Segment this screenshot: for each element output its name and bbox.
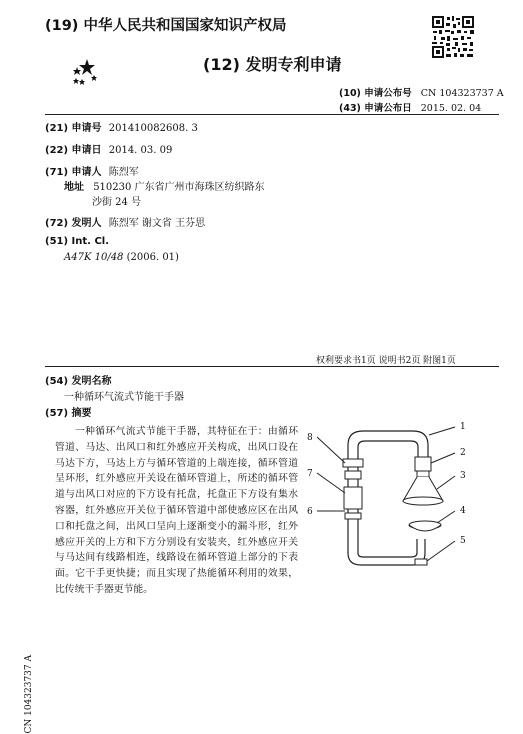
emblem-stars-icon	[72, 57, 100, 87]
address-label: 地址	[64, 182, 84, 193]
publication-date-row	[339, 100, 481, 114]
ipc-version: (2006. 01)	[126, 252, 179, 263]
applicant: 陈烈军	[108, 167, 139, 178]
address-line-1: 510230 广东省广州市海珠区纺织路东	[93, 182, 265, 193]
figure-label-2: 2	[460, 448, 466, 458]
publication-date-label: (43) 申请公布日	[339, 103, 412, 114]
figure-label-8: 8	[307, 433, 313, 443]
figure-label-6: 6	[307, 507, 313, 517]
application-number-label: (21) 申请号	[45, 123, 102, 134]
ipc-label-row	[45, 236, 109, 247]
figure-label-1: 1	[460, 422, 466, 432]
ipc-class: A47K 10/48	[64, 252, 124, 263]
address-line-2: 沙街 24 号	[92, 197, 142, 208]
hand-dryer-figure	[303, 413, 488, 583]
ipc-row	[64, 252, 179, 263]
invention-title: 一种循环气流式节能干手器	[64, 392, 184, 403]
inventors: 陈烈军 谢文省 王芬思	[108, 218, 206, 229]
header-divider	[45, 114, 499, 115]
application-number-row	[45, 119, 198, 134]
document-type-title: (12) 发明专利申请	[203, 55, 342, 74]
ipc-label: (51) Int. Cl.	[45, 236, 110, 247]
publication-date: 2015. 02. 04	[420, 103, 482, 114]
address-row	[64, 178, 265, 193]
inventor-row	[45, 214, 205, 229]
abstract-text: 一种循环气流式节能干手器，其特征在于：由循环管道、马达、出风口和红外感应开关构成，出风口设在马达下方，马达上方与循环管道的上端连接，循环管道呈环形，红外感应开关设在循环管道上，所述的循环管道与出风口对应的下方设有托盘，托盘正下方设有集水容器，红外感应开关位于循环管道中部使感应区在出风口和托盘之间，出风口呈向上逐渐变小的漏斗形，红外感应开关的上方和下方分别设有安装夹，红外感应开关与马达间有线路相连，线路设在循环管道上部分的下表面。它干手更快捷；而且实现了热能循环利用的效果，比传统干手器更节能。	[55, 426, 298, 595]
inventor-label: (72) 发明人	[45, 218, 102, 229]
patent-office-title: (19) 中华人民共和国国家知识产权局	[45, 18, 287, 34]
publication-number-row	[339, 85, 504, 99]
filing-date: 2014. 03. 09	[108, 145, 173, 156]
side-publication-number: CN 104323737 A	[24, 655, 34, 734]
section-divider	[45, 366, 499, 367]
abstract-label: (57) 摘要	[45, 408, 92, 419]
figure-label-3: 3	[460, 471, 466, 481]
application-number: 201410082608. 3	[108, 123, 198, 134]
page-count-info: 权利要求书1页 说明书2页 附图1页	[316, 356, 456, 366]
filing-date-row	[45, 141, 172, 156]
invention-title-label: (54) 发明名称	[45, 376, 112, 387]
applicant-row	[45, 163, 139, 178]
publication-number: CN 104323737 A	[420, 88, 504, 99]
applicant-label: (71) 申请人	[45, 167, 102, 178]
qr-code-icon	[431, 15, 475, 59]
figure-label-7: 7	[307, 469, 313, 479]
figure-label-4: 4	[460, 506, 466, 516]
filing-date-label: (22) 申请日	[45, 145, 102, 156]
figure-label-5: 5	[460, 536, 466, 546]
publication-number-label: (10) 申请公布号	[339, 88, 412, 99]
